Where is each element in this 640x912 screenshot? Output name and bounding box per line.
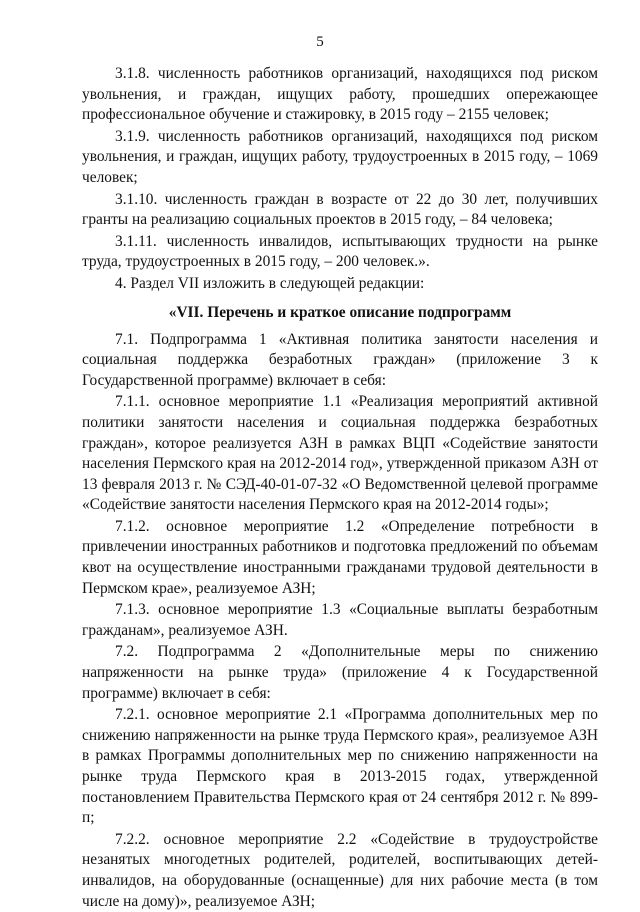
paragraph-3-1-11: 3.1.11. численность инвалидов, испытывающих трудности на рынке труда, трудоустроенных в 2015 году, – 200 человек.». bbox=[82, 232, 598, 271]
section-heading: «VII. Перечень и краткое описание подпрограмм bbox=[168, 303, 512, 321]
document-body bbox=[82, 64, 598, 912]
paragraph-7-1: 7.1. Подпрограмма 1 «Активная политика занятости населения и социальная поддержка безработных граждан» (приложение 3 к Государственной программе) включает в себя: bbox=[82, 330, 598, 389]
paragraph-section-4: 4. Раздел VII изложить в следующей редакции: bbox=[115, 274, 425, 292]
paragraph-7-2-1: 7.2.1. основное мероприятие 2.1 «Программа дополнительных мер по снижению напряженности на рынке труда Пермского края», реализуемое АЗН в рамках Программы дополнительных мер по снижению напряженности на рынке труда Пермского края в 2013-2015 годах, утвержденной постановлением Правительства Пермского края от 24 сентября 2012 г. № 899-п; bbox=[82, 706, 598, 827]
paragraph-3-1-9: 3.1.9. численность работников организаций, находящихся под риском увольнения, и граждан, ищущих работу, трудоустроенных в 2015 году, – 1069 человек; bbox=[82, 127, 598, 186]
paragraph-7-1-1: 7.1.1. основное мероприятие 1.1 «Реализация мероприятий активной политики занятости населения и социальная поддержка безработных граждан», которое реализуется АЗН в рамках ВЦП «Содействие занятости населения Пермского края на 2012-2014 год», утвержденной приказом АЗН от 13 февраля 2013 г. № СЭД-40-01-07-32 «О Ведомственной целевой программе «Содействие занятости населения Пермского края на 2012-2014 годы»; bbox=[82, 393, 598, 514]
paragraph-7-2: 7.2. Подпрограмма 2 «Дополнительные меры по снижению напряженности на рынке труда» (приложение 4 к Государственной программе) включает в себя: bbox=[82, 643, 598, 702]
paragraph-7-1-2: 7.1.2. основное мероприятие 1.2 «Определение потребности в привлечении иностранных работников и подготовка предложений по объемам квот на осуществление иностранными гражданами трудовой деятельности в Пермском крае», реализуемое АЗН; bbox=[82, 517, 598, 597]
paragraph-7-1-3: 7.1.3. основное мероприятие 1.3 «Социальные выплаты безработным гражданам», реализуемое АЗН. bbox=[82, 601, 598, 639]
page-number: 5 bbox=[316, 34, 324, 50]
paragraph-7-2-2: 7.2.2. основное мероприятие 2.2 «Содействие в трудоустройстве незанятых многодетных родителей, родителей, воспитывающих детей-инвалидов, на оборудованные (оснащенные) для них рабочие места (в том числе на дому)», реализуемое АЗН; bbox=[82, 830, 598, 910]
paragraph-3-1-10: 3.1.10. численность граждан в возрасте от 22 до 30 лет, получивших гранты на реализацию социальных проектов в 2015 году, – 84 человека; bbox=[82, 190, 598, 229]
paragraph-3-1-8: 3.1.8. численность работников организаций, находящихся под риском увольнения, и граждан, ищущих работу, прошедших опережающее профессиональное обучение и стажировку, в 2015 году – 2155 человек; bbox=[82, 65, 598, 124]
